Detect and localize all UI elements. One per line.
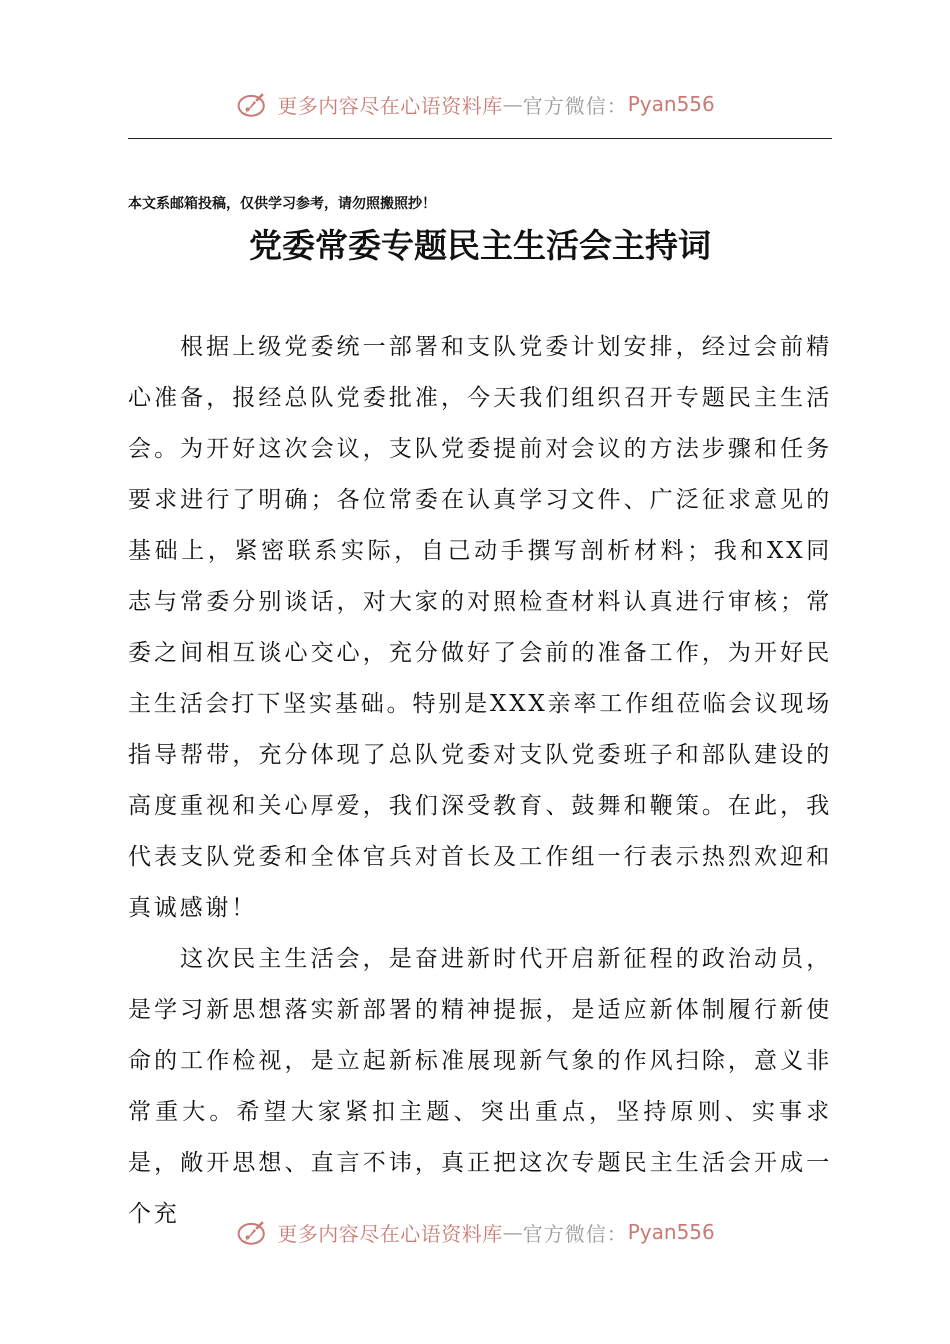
header-divider: [128, 138, 832, 139]
pen-nib-logo-icon: [235, 86, 271, 122]
document-body: [128, 322, 832, 1240]
contact-label: 官方微信：: [522, 93, 628, 118]
brand-separator: —: [502, 92, 523, 116]
contact-id: Pyan556: [627, 1220, 715, 1244]
header-watermark: [0, 80, 950, 128]
body-paragraph-2: 这次民主生活会，是奋进新时代开启新征程的政治动员，是学习新思想落实新部署的精神提振，是适应新体制履行新使命的工作检视，是立起新标准展现新气象的作风扫除，意义非常重大。希望大家紧扣主题、突出重点，坚持原则、实事求是，敞开思想、直言不讳，真正把这次专题民主生活会开成一个充: [128, 946, 832, 1227]
footer-watermark: [0, 1208, 950, 1256]
contact-id: Pyan556: [627, 92, 715, 116]
brand-separator: —: [502, 1220, 523, 1244]
disclaimer-note: 本文系邮箱投稿，仅供学习参考，请勿照搬照抄！: [128, 196, 436, 212]
document-title: 党委常委专题民主生活会主持词: [249, 226, 711, 265]
contact-label: 官方微信：: [522, 1221, 628, 1246]
brand-name: 更多内容尽在心语资料库: [277, 93, 503, 118]
pen-nib-logo-icon: [235, 1214, 271, 1250]
brand-name: 更多内容尽在心语资料库: [277, 1221, 503, 1246]
body-paragraph-1: 根据上级党委统一部署和支队党委计划安排，经过会前精心准备，报经总队党委批准，今天我们组织召开专题民主生活会。为开好这次会议，支队党委提前对会议的方法步骤和任务要求进行了明确；各位常委在认真学习文件、广泛征求意见的基础上，紧密联系实际，自己动手撰写剖析材料；我和XX同志与常委分别谈话，对大家的对照检查材料认真进行审核；常委之间相互谈心交心，充分做好了会前的准备工作，为开好民主生活会打下坚实基础。特别是XXX亲率工作组莅临会议现场指导帮带，充分体现了总队党委对支队党委班子和部队建设的高度重视和关心厚爱，我们深受教育、鼓舞和鞭策。在此，我代表支队党委和全体官兵对首长及工作组一行表示热烈欢迎和真诚感谢！: [128, 334, 832, 921]
